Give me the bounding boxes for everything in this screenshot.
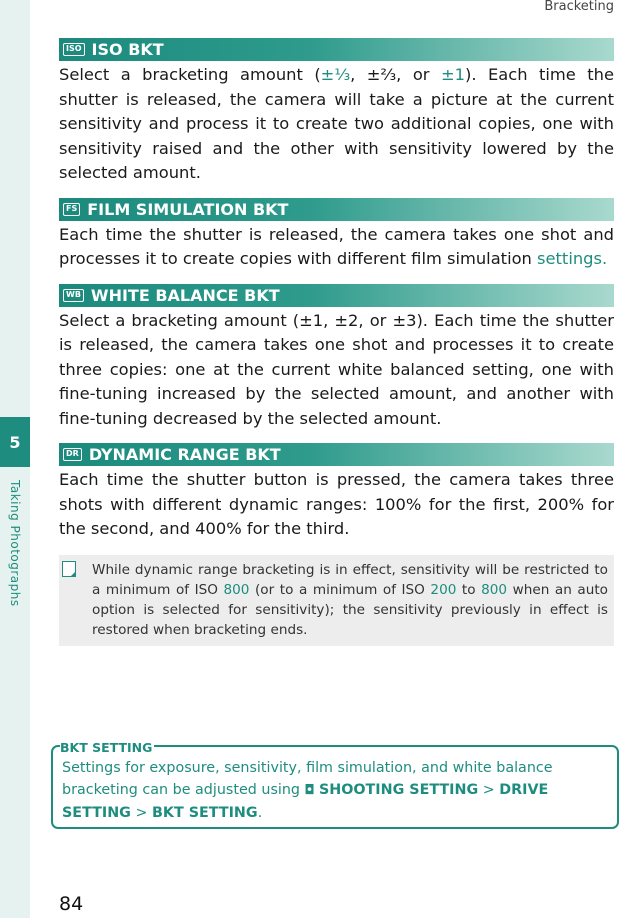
page-number: 84: [59, 893, 84, 915]
running-head: Bracketing: [544, 0, 614, 14]
chapter-number-tab: 5: [0, 417, 30, 467]
section-icon: ISO: [63, 43, 85, 56]
note-icon: [62, 561, 76, 577]
text-run: Each time the shutter button is pressed, the camera takes three shots with different dynamic ranges: 100% for the first, 200% for the second, and 400% for the third.: [59, 470, 614, 538]
section-title: FILM SIMULATION BKT: [87, 199, 289, 219]
text-run: Select a bracketing amount (: [59, 65, 321, 84]
highlighted-value: ±⅓: [320, 65, 351, 84]
camera-icon: ◘: [304, 783, 319, 798]
highlighted-value: 800: [481, 581, 508, 598]
bkt-setting-text: [62, 757, 609, 824]
section-heading: [59, 38, 614, 61]
text-run: (or to a minimum of ISO: [249, 581, 431, 598]
section-body: [59, 223, 614, 272]
highlighted-value: 200: [430, 581, 457, 598]
section-title: ISO BKT: [91, 40, 164, 59]
section-heading: [59, 284, 614, 307]
text-run: DRIVE SETTING: [62, 782, 549, 821]
section-heading: [59, 198, 614, 221]
chapter-label: Taking Photographs: [8, 480, 22, 607]
section-body: [59, 309, 614, 432]
section-icon: WB: [63, 289, 84, 302]
highlighted-value: 800: [223, 581, 250, 598]
text-run: Settings for exposure, sensitivity, film simulation, and white balance bracketing can be adjusted using: [62, 760, 553, 798]
text-run: SHOOTING SETTING: [318, 782, 479, 798]
text-run: when an auto option is selected for sensitivity); the sensitivity previously in effect is restored when bracketing ends.: [92, 581, 608, 638]
text-run: While dynamic range bracketing is in effect, sensitivity will be restricted to a minimum of ISO: [92, 561, 608, 598]
bkt-setting-box: [51, 740, 619, 829]
text-run: >: [130, 805, 152, 821]
text-run: , ±⅔, or: [350, 65, 441, 84]
text-run: .: [257, 805, 263, 821]
text-run: Each time the shutter is released, the camera takes one shot and processes it to create copies with different film simulation: [59, 224, 614, 268]
page-content: [59, 38, 614, 646]
text-run: Select a bracketing amount (±1, ±2, or ±3). Each time the shutter is released, the camera takes one shot and processes it to create three copies: one at the current white balanced setting, one with fine-tuning increased by the selected amount, and another with fine-tuning decreased by the selected amount.: [59, 310, 614, 428]
text-run: ). Each time the shutter is released, the camera will take a picture at the current sensitivity and process it to create two additional copies, one with sensitivity raised and the other with sensitivity lowered by the selected amount.: [59, 65, 614, 182]
text-run: >: [478, 782, 500, 798]
text-run: to: [456, 581, 482, 598]
section-body: [59, 63, 614, 186]
section-title: WHITE BALANCE BKT: [90, 285, 280, 305]
bkt-setting-title: BKT SETTING: [60, 737, 154, 759]
highlighted-value: ±1: [440, 65, 465, 84]
section-icon: FS: [63, 203, 80, 216]
highlighted-value: settings.: [537, 249, 608, 268]
section-title: DYNAMIC RANGE BKT: [88, 445, 281, 464]
section-heading: [59, 443, 614, 466]
section-icon: DR: [63, 448, 82, 461]
note-box: [59, 555, 614, 646]
text-run: BKT SETTING: [152, 805, 258, 821]
section-body: [59, 468, 614, 542]
